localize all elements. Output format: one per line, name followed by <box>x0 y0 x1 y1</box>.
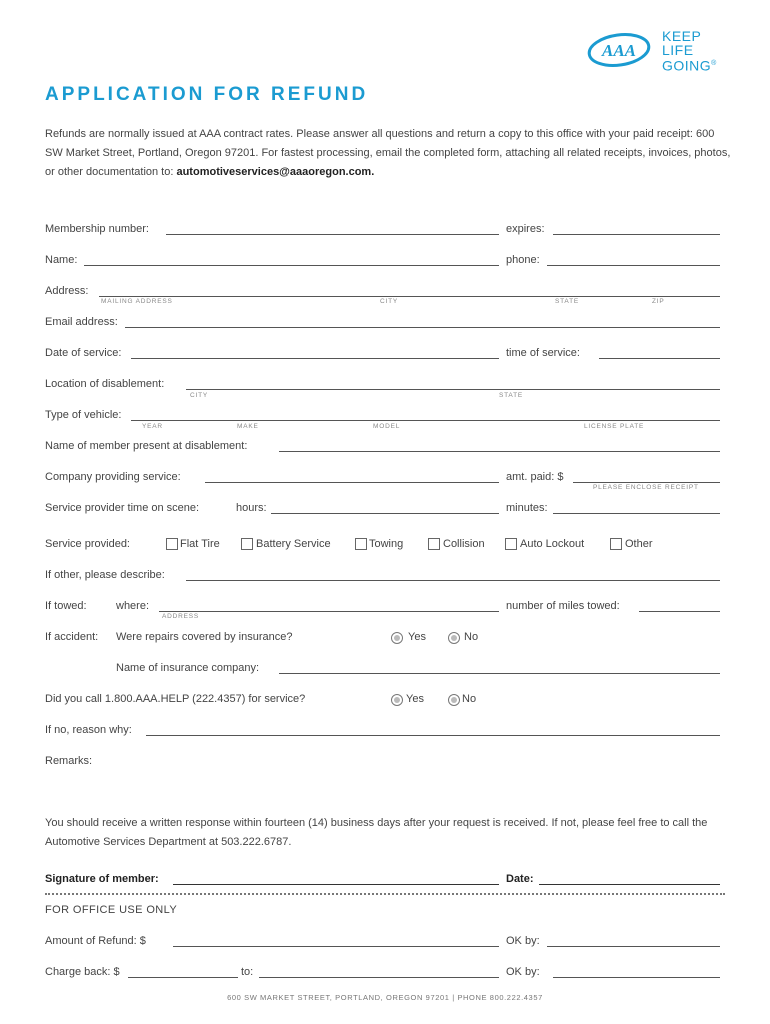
office-use-heading: FOR OFFICE USE ONLY <box>45 904 178 916</box>
phone-field[interactable] <box>547 265 720 266</box>
signature-date-field[interactable] <box>539 884 720 885</box>
vehicle-field[interactable] <box>131 420 720 421</box>
collision-label: Collision <box>443 538 485 550</box>
charge-back-label: Charge back: $ <box>45 966 120 978</box>
reason-why-field[interactable] <box>146 735 720 736</box>
expires-field[interactable] <box>553 234 720 235</box>
repairs-yes-label: Yes <box>408 631 426 643</box>
amt-paid-label: amt. paid: $ <box>506 471 564 483</box>
minutes-label: minutes: <box>506 502 548 514</box>
location-city-caption: CITY <box>190 392 209 399</box>
call-no-label: No <box>462 693 477 705</box>
mailing-address-caption: MAILING ADDRESS <box>101 298 173 305</box>
footer-address: 600 SW MARKET STREET, PORTLAND, OREGON 97201 | PHONE 800.222.4357 <box>227 993 543 1002</box>
other-checkbox[interactable] <box>610 538 622 550</box>
repairs-covered-label: Were repairs covered by insurance? <box>116 631 293 643</box>
date-of-service-field[interactable] <box>131 358 499 359</box>
remarks-label: Remarks: <box>45 755 93 767</box>
name-label: Name: <box>45 254 78 266</box>
collision-checkbox[interactable] <box>428 538 440 550</box>
ok-by-field[interactable] <box>547 946 720 947</box>
insurance-company-field[interactable] <box>279 673 720 674</box>
email-field[interactable] <box>125 327 720 328</box>
signature-field[interactable] <box>173 884 499 885</box>
time-of-service-label: time of service: <box>506 347 580 359</box>
date-of-service-label: Date of service: <box>45 347 122 359</box>
insurance-company-label: Name of insurance company: <box>116 662 260 674</box>
zip-caption: ZIP <box>652 298 665 305</box>
towing-label: Towing <box>369 538 404 550</box>
company-field[interactable] <box>205 482 499 483</box>
time-of-service-field[interactable] <box>599 358 720 359</box>
closing-paragraph: You should receive a written response within fourteen (14) business days after your request is received. If not, please feel free to call the Automotive Services Department at 503.222.6787. <box>45 817 708 848</box>
time-on-scene-label: Service provider time on scene: <box>45 502 200 514</box>
hours-field[interactable] <box>271 513 499 514</box>
charge-to-field[interactable] <box>259 977 499 978</box>
email-label: Email address: <box>45 316 118 328</box>
member-present-field[interactable] <box>279 451 720 452</box>
brand-tagline <box>662 29 717 73</box>
hours-label: hours: <box>236 502 267 514</box>
year-caption: YEAR <box>142 423 163 430</box>
auto-lockout-checkbox[interactable] <box>505 538 517 550</box>
other-label: Other <box>625 538 653 550</box>
tagline-word: KEEP <box>662 28 702 44</box>
flat-tire-checkbox[interactable] <box>166 538 178 550</box>
model-caption: MODEL <box>373 423 401 430</box>
logo-text: AAA <box>601 41 637 60</box>
repairs-no-radio[interactable] <box>448 632 460 644</box>
state-caption: STATE <box>555 298 579 305</box>
page-title: APPLICATION FOR REFUND <box>45 84 369 105</box>
company-label: Company providing service: <box>45 471 181 483</box>
address-field[interactable] <box>99 296 720 297</box>
battery-service-label: Battery Service <box>256 538 331 550</box>
remarks-area[interactable] <box>100 752 720 792</box>
charge-to-label: to: <box>241 966 254 978</box>
intro-paragraph <box>45 125 735 182</box>
ok-by-2-field[interactable] <box>553 977 720 978</box>
registered-mark: ® <box>711 60 717 67</box>
call-yes-radio[interactable] <box>391 694 403 706</box>
tagline-word: GOING® <box>662 57 717 74</box>
ok-by-label: OK by: <box>506 935 540 947</box>
address-label: Address: <box>45 285 89 297</box>
location-field[interactable] <box>186 389 720 390</box>
vehicle-label: Type of vehicle: <box>45 409 122 421</box>
membership-number-label: Membership number: <box>45 223 149 235</box>
aaa-logo <box>586 31 658 71</box>
if-towed-label: If towed: <box>45 600 87 612</box>
other-describe-label: If other, please describe: <box>45 569 165 581</box>
amount-refund-label: Amount of Refund: $ <box>45 935 146 947</box>
member-present-label: Name of member present at disablement: <box>45 440 248 452</box>
where-address-caption: ADDRESS <box>162 613 200 620</box>
phone-label: phone: <box>506 254 540 266</box>
flat-tire-label: Flat Tire <box>180 538 220 550</box>
license-plate-caption: LICENSE PLATE <box>584 423 645 430</box>
if-accident-label: If accident: <box>45 631 99 643</box>
service-provided-label: Service provided: <box>45 538 130 550</box>
charge-back-field[interactable] <box>128 977 238 978</box>
amount-refund-field[interactable] <box>173 946 499 947</box>
miles-towed-label: number of miles towed: <box>506 600 620 612</box>
divider <box>45 893 725 895</box>
amt-paid-field[interactable] <box>573 482 720 483</box>
battery-service-checkbox[interactable] <box>241 538 253 550</box>
membership-number-field[interactable] <box>166 234 499 235</box>
signature-label: Signature of member: <box>45 873 159 885</box>
towing-checkbox[interactable] <box>355 538 367 550</box>
where-label: where: <box>116 600 150 612</box>
signature-date-label: Date: <box>506 873 534 885</box>
repairs-no-label: No <box>464 631 479 643</box>
auto-lockout-label: Auto Lockout <box>520 538 585 550</box>
receipt-caption: PLEASE ENCLOSE RECEIPT <box>593 484 699 491</box>
repairs-yes-radio[interactable] <box>391 632 403 644</box>
ok-by-2-label: OK by: <box>506 966 540 978</box>
name-field[interactable] <box>84 265 499 266</box>
call-no-radio[interactable] <box>448 694 460 706</box>
tagline-word: LIFE <box>662 42 694 58</box>
intro-email: automotiveservices@aaaoregon.com. <box>176 166 375 178</box>
expires-label: expires: <box>506 223 545 235</box>
call-yes-label: Yes <box>406 693 424 705</box>
other-describe-field[interactable] <box>186 580 720 581</box>
city-caption: CITY <box>380 298 399 305</box>
miles-towed-field[interactable] <box>639 611 720 612</box>
intro-text: Refunds are normally issued at AAA contract rates. Please answer all questions and return a copy to this office with your paid receipt: 600 SW Market Street, Portland, Oregon 97201. For fastest processing, email the completed form, attaching all related receipts, invoices, photos, or other documentation to: <box>45 128 731 178</box>
reason-why-label: If no, reason why: <box>45 724 132 736</box>
minutes-field[interactable] <box>553 513 720 514</box>
where-field[interactable] <box>159 611 499 612</box>
make-caption: MAKE <box>237 423 259 430</box>
did-you-call-label: Did you call 1.800.AAA.HELP (222.4357) for service? <box>45 693 306 705</box>
location-label: Location of disablement: <box>45 378 165 390</box>
location-state-caption: STATE <box>499 392 523 399</box>
